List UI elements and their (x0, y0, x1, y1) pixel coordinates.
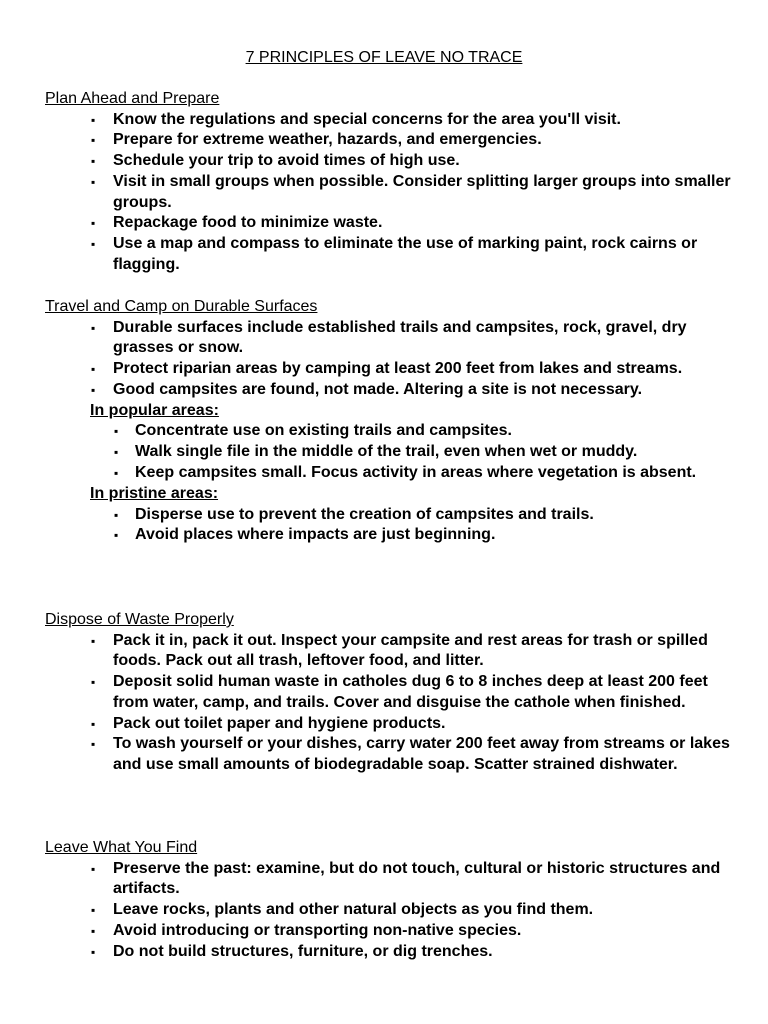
list-item: ▪ Use a map and compass to eliminate the use of marking paint, rock cairns or flagging. (91, 235, 698, 274)
section-plan-ahead (45, 89, 745, 276)
bullet-icon: ▪ (91, 362, 96, 377)
bullet-list (45, 859, 745, 963)
bullet-icon: ▪ (91, 944, 96, 959)
bullet-list (45, 110, 745, 276)
bullet-icon: ▪ (91, 216, 96, 231)
bullet-icon: ▪ (91, 154, 96, 169)
subsection-heading-pristine: In pristine areas: (90, 484, 219, 502)
page-title: 7 PRINCIPLES OF LEAVE NO TRACE (245, 49, 523, 66)
bullet-list (45, 318, 745, 401)
bullet-icon: ▪ (91, 861, 96, 876)
bullet-icon: ▪ (91, 633, 96, 648)
section-heading: Travel and Camp on Durable Surfaces (45, 298, 318, 315)
bullet-icon: ▪ (91, 903, 96, 918)
bullet-icon: ▪ (114, 507, 119, 522)
bullet-icon: ▪ (91, 737, 96, 752)
list-item: ▪ Schedule your trip to avoid times of high use. (45, 151, 745, 172)
list-item: ▪ Keep campsites small. Focus activity in areas where vegetation is absent. (45, 463, 745, 484)
list-item: ▪ Avoid places where impacts are just beginning. (45, 525, 745, 546)
bullet-icon: ▪ (91, 133, 96, 148)
list-item: ▪ Leave rocks, plants and other natural objects as you find them. (45, 900, 745, 921)
list-item: ▪ Walk single file in the middle of the trail, even when wet or muddy. (45, 442, 745, 463)
bullet-icon: ▪ (91, 112, 96, 127)
bullet-icon: ▪ (114, 528, 119, 543)
bullet-icon: ▪ (91, 923, 96, 938)
bullet-icon: ▪ (91, 174, 96, 189)
bullet-list (45, 631, 745, 777)
list-item: ▪ Visit in small groups when possible. Consider splitting larger groups into smaller groups. (91, 172, 731, 211)
section-durable-surfaces (45, 297, 745, 546)
list-item: ▪ Do not build structures, furniture, or dig trenches. (45, 942, 745, 963)
list-item: ▪ Repackage food to minimize waste. (45, 213, 745, 234)
list-item: ▪ Protect riparian areas by camping at least 200 feet from lakes and streams. (45, 359, 745, 380)
list-item: ▪ Preserve the past: examine, but do not touch, cultural or historic structures and artifacts. (91, 859, 721, 898)
list-item: ▪ Durable surfaces include established trails and campsites, rock, gravel, dry grasses or snow. (91, 318, 687, 357)
list-item: ▪ To wash yourself or your dishes, carry water 200 feet away from streams or lakes and use small amounts of biodegradable soap. Scatter strained dishwater. (91, 735, 730, 774)
list-item: ▪ Know the regulations and special concerns for the area you'll visit. (45, 110, 745, 131)
subsection-heading-popular: In popular areas: (90, 401, 219, 419)
list-item: ▪ Pack it in, pack it out. Inspect your campsite and rest areas for trash or spilled foods. Pack out all trash, leftover food, and litter. (91, 631, 708, 670)
bullet-icon: ▪ (91, 237, 96, 252)
list-item: ▪ Avoid introducing or transporting non-native species. (45, 921, 745, 942)
bullet-icon: ▪ (91, 320, 96, 335)
list-item: ▪ Disperse use to prevent the creation of campsites and trails. (45, 505, 745, 526)
list-item: ▪ Deposit solid human waste in catholes dug 6 to 8 inches deep at least 200 feet from water, camp, and trails. Cover and disguise the cathole when finished. (91, 673, 708, 711)
bullet-icon: ▪ (114, 445, 119, 460)
list-item: ▪ Prepare for extreme weather, hazards, and emergencies. (45, 130, 745, 151)
section-heading: Dispose of Waste Properly (45, 611, 234, 628)
sub-bullet-list (45, 505, 745, 547)
section-heading: Leave What You Find (45, 839, 198, 856)
bullet-icon: ▪ (91, 382, 96, 397)
bullet-icon: ▪ (91, 675, 96, 690)
list-item: ▪ Concentrate use on existing trails and campsites. (45, 421, 745, 442)
bullet-icon: ▪ (91, 716, 96, 731)
section-heading: Plan Ahead and Prepare (45, 90, 220, 107)
bullet-icon: ▪ (114, 466, 119, 481)
section-dispose-waste (45, 610, 745, 776)
list-item: ▪ Good campsites are found, not made. Altering a site is not necessary. (45, 380, 745, 401)
section-leave-what-you-find (45, 838, 745, 962)
bullet-icon: ▪ (114, 424, 119, 439)
sub-bullet-list (45, 421, 745, 483)
list-item: ▪ Pack out toilet paper and hygiene products. (45, 714, 745, 735)
